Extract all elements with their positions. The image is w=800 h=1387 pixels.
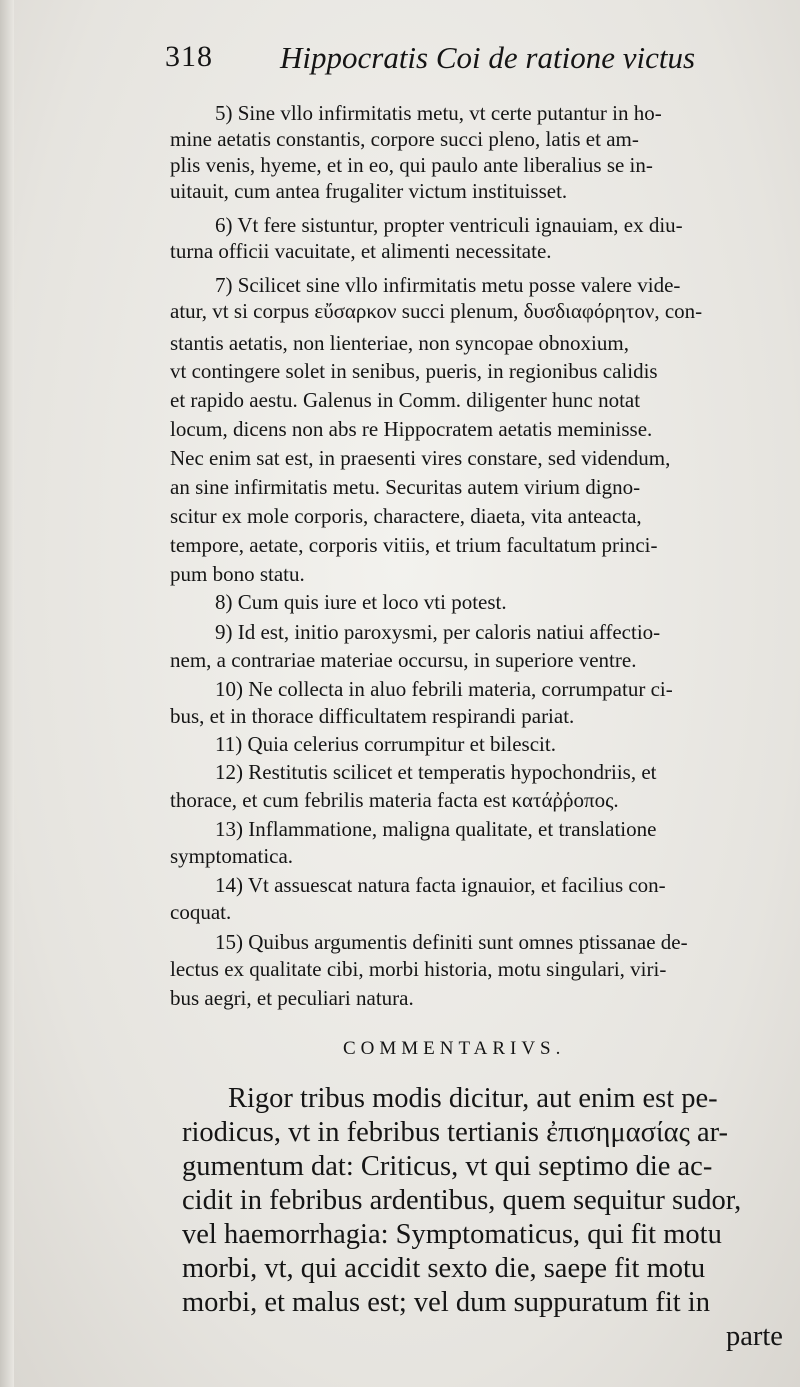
page-number: 318 — [165, 40, 213, 73]
note-line: vt contingere solet in senibus, pueris, in regionibus calidis — [170, 359, 658, 383]
note-line: pum bono statu. — [170, 562, 305, 586]
note-line: mine aetatis constantis, corpore succi pleno, latis et am- — [170, 127, 639, 151]
commentary-line: Rigor tribus modis dicitur, aut enim est pe- — [228, 1083, 718, 1114]
note-line: plis venis, hyeme, et in eo, qui paulo ante liberalius se in- — [170, 153, 653, 177]
note-line: stantis aetatis, non lienteriae, non syncopae obnoxium, — [170, 331, 629, 355]
note-line: lectus ex qualitate cibi, morbi historia, motu singulari, viri- — [170, 957, 667, 981]
commentary-line: gumentum dat: Criticus, vt qui septimo die ac- — [182, 1151, 713, 1182]
note-line: Nec enim sat est, in praesenti vires constare, sed videndum, — [170, 446, 671, 470]
note-line: turna officii vacuitate, et alimenti necessitate. — [170, 239, 552, 263]
commentary-heading: COMMENTARIVS. — [343, 1038, 566, 1059]
note-line: an sine infirmitatis metu. Securitas autem virium digno- — [170, 475, 641, 499]
commentary-line: vel haemorrhagia: Symptomaticus, qui fit motu — [182, 1219, 722, 1250]
note-line: locum, dicens non abs re Hippocratem aetatis meminisse. — [170, 417, 653, 441]
note-line: 15) Quibus argumentis definiti sunt omnes ptissanae de- — [215, 930, 688, 954]
scan-shadow — [0, 0, 14, 1387]
note-line: thorace, et cum febrilis materia facta est κατάῤῥοπος. — [170, 788, 619, 812]
commentary-line: riodicus, vt in febribus tertianis ἐπισημασίας ar- — [182, 1117, 729, 1148]
note-line: 10) Ne collecta in aluo febrili materia, corrumpatur ci- — [215, 677, 673, 701]
commentary-line: morbi, et malus est; vel dum suppuratum fit in — [182, 1287, 710, 1318]
catchword: parte — [726, 1321, 783, 1352]
note-line: atur, vt si corpus εὔσαρκον succi plenum, δυσδιαφόρητον, con- — [170, 299, 703, 323]
note-line: et rapido aestu. Galenus in Comm. diligenter hunc notat — [170, 388, 641, 412]
note-line: 6) Vt fere sistuntur, propter ventriculi ignauiam, ex diu- — [215, 213, 683, 237]
note-line: 14) Vt assuescat natura facta ignauior, et facilius con- — [215, 873, 666, 897]
note-line: 9) Id est, initio paroxysmi, per caloris natiui affectio- — [215, 620, 661, 644]
note-line: 12) Restitutis scilicet et temperatis hypochondriis, et — [215, 760, 657, 784]
note-line: 11) Quia celerius corrumpitur et bilescit. — [215, 732, 556, 756]
note-line: coquat. — [170, 900, 232, 924]
note-line: bus aegri, et peculiari natura. — [170, 986, 414, 1010]
note-line: nem, a contrariae materiae occursu, in superiore ventre. — [170, 648, 637, 672]
note-line: 7) Scilicet sine vllo infirmitatis metu posse valere vide- — [215, 273, 681, 297]
note-line: symptomatica. — [170, 844, 294, 868]
note-line: uitauit, cum antea frugaliter victum instituisset. — [170, 179, 568, 203]
note-line: bus, et in thorace difficultatem respirandi pariat. — [170, 704, 575, 728]
note-line: 13) Inflammatione, maligna qualitate, et translatione — [215, 817, 657, 841]
note-line: 5) Sine vllo infirmitatis metu, vt certe putantur in ho- — [215, 101, 662, 125]
note-line: 8) Cum quis iure et loco vti potest. — [215, 590, 507, 614]
note-line: tempore, aetate, corporis vitiis, et trium facultatum princi- — [170, 533, 658, 557]
commentary-line: cidit in febribus ardentibus, quem sequitur sudor, — [182, 1185, 742, 1216]
page-header — [165, 40, 785, 90]
running-head: Hippocratis Coi de ratione victus — [280, 40, 696, 75]
note-line: scitur ex mole corporis, charactere, diaeta, vita anteacta, — [170, 504, 642, 528]
commentary-line: morbi, vt, qui accidit sexto die, saepe fit motu — [182, 1253, 706, 1284]
